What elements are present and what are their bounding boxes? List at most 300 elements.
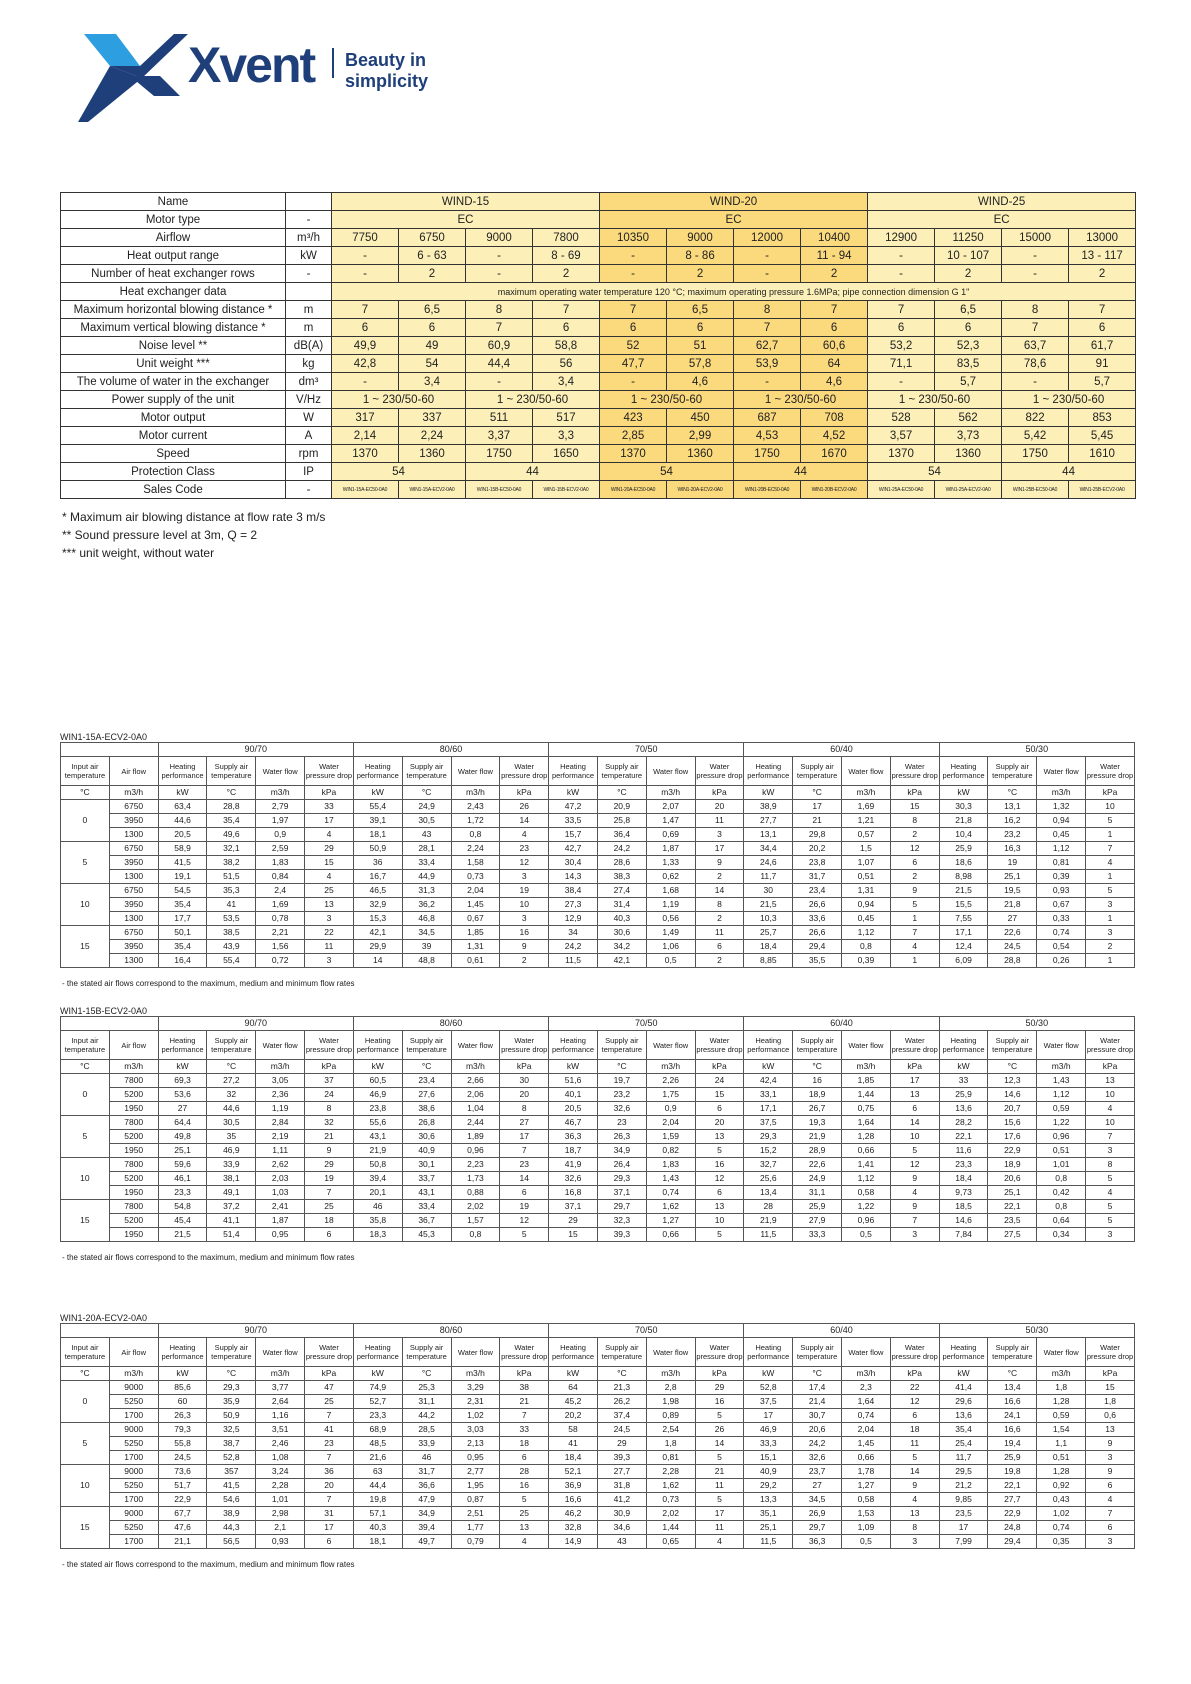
perf-cell: 49,8 [158,1130,207,1144]
perf-cell: 39 [402,940,451,954]
spec-value: 47,7 [600,355,667,373]
perf-cell: 1,83 [646,1158,695,1172]
perf-cell: 5 [695,1228,744,1242]
perf-row [61,1409,1135,1423]
spec-value: - [734,265,801,283]
perf-cell: 6 [890,1102,939,1116]
perf-cell: 22,9 [158,1493,207,1507]
spec-row [61,283,1136,301]
spec-value: 44,4 [466,355,533,373]
perf-cell: 4 [1086,1186,1135,1200]
perf-unit: kW [353,786,402,800]
spec-value: 6 [533,319,600,337]
perf-cell: 1,12 [842,1172,891,1186]
perf-row [61,1144,1135,1158]
perf-cell: 5 [500,1228,549,1242]
perf-cell: 19 [988,856,1037,870]
perf-row [61,828,1135,842]
spec-label: Maximum horizontal blowing distance * [61,301,286,319]
spec-name-header: Name [61,193,286,211]
perf-cell: 17,1 [744,1102,793,1116]
perf-cell: 29,4 [988,1535,1037,1549]
spec-value: WIN1-15A-ECV2-0A0 [399,481,466,499]
perf-cell: 35,5 [793,954,842,968]
perf-cell: 35,3 [207,884,256,898]
perf-cell: 25,4 [939,1437,988,1451]
perf-cell: 2,4 [256,884,305,898]
perf-cell: 54,6 [207,1493,256,1507]
perf-unit: °C [597,786,646,800]
perf-cell: 40,3 [353,1521,402,1535]
perf-cell: 33,4 [402,856,451,870]
perf-cell: 21 [695,1465,744,1479]
perf-cell: 27,7 [988,1493,1037,1507]
perf-unit: m3/h [256,786,305,800]
spec-value: - [1002,247,1069,265]
spec-unit: rpm [286,445,332,463]
perf-cell: 73,6 [158,1465,207,1479]
spec-value: 7800 [533,229,600,247]
perf-cell: 27,3 [549,898,598,912]
perf-cell: 39,4 [353,1172,402,1186]
model-header: WIND-20 [600,193,868,211]
spec-value: WIN1-20B-ECV2-0A0 [801,481,868,499]
spec-value: WIN1-15A-EC50-0A0 [332,481,399,499]
perf-cell: 23,4 [402,1074,451,1088]
perf-unit: kPa [890,1060,939,1074]
spec-value: - [868,373,935,391]
perf-cell: 21,4 [793,1395,842,1409]
perf-cell: 24 [695,1074,744,1088]
perf-sub-header: Water flow [646,1338,695,1367]
perf-input-temp: 10 [61,1465,110,1507]
perf-input-header: Input air temperature [61,1031,110,1060]
perf-cell: 7 [1086,842,1135,856]
perf-input-temp: 0 [61,1074,110,1116]
perf-cell: 1 [1086,870,1135,884]
logo-divider [332,48,334,78]
perf-cell: 1300 [109,912,158,926]
spec-unit: W [286,409,332,427]
perf-cell: 16,8 [549,1186,598,1200]
spec-value: 83,5 [935,355,1002,373]
perf-cell: 2,62 [256,1158,305,1172]
perf-cell: 36 [353,856,402,870]
perf-cell: 37,1 [597,1186,646,1200]
perf-sub-header: Heating performance [353,757,402,786]
perf-cell: 1,45 [451,898,500,912]
perf-cell: 0,84 [256,870,305,884]
perf-cell: 0,82 [646,1144,695,1158]
perf-cell: 0,9 [646,1102,695,1116]
perf-unit: °C [988,1060,1037,1074]
spec-label: The volume of water in the exchanger [61,373,286,391]
perf-cell: 33,4 [402,1200,451,1214]
spec-row [61,409,1136,427]
spec-value: 10400 [801,229,868,247]
perf-cell: 17,4 [793,1381,842,1395]
perf-unit: kPa [500,786,549,800]
perf-sub-header: Water pressure drop [1086,1338,1135,1367]
perf-input-temp: 10 [61,884,110,926]
perf-cell: 357 [207,1465,256,1479]
perf-cell: 22,6 [793,1158,842,1172]
perf-cell: 23,5 [988,1214,1037,1228]
perf-unit: m3/h [256,1367,305,1381]
perf-sub-header: Heating performance [744,1338,793,1367]
perf-cell: 44,2 [402,1409,451,1423]
perf-cell: 19,4 [988,1437,1037,1451]
perf-cell: 3 [1086,1228,1135,1242]
perf-cell: 20,2 [549,1409,598,1423]
spec-value: 450 [667,409,734,427]
perf-cell: 1,44 [842,1088,891,1102]
perf-cell: 20,6 [793,1423,842,1437]
perf-cell: 39,3 [597,1228,646,1242]
perf-cell: 24,2 [597,842,646,856]
perf-cell: 2 [695,912,744,926]
perf-cell: 29,7 [793,1521,842,1535]
perf-cell: 16,6 [549,1493,598,1507]
perf-cell: 50,9 [353,842,402,856]
perf-cell: 1,62 [646,1200,695,1214]
perf-cell: 0,74 [646,1186,695,1200]
perf-cell: 10 [1086,1088,1135,1102]
perf-unit: kPa [305,1060,354,1074]
perf-cell: 32,6 [793,1451,842,1465]
perf-cell: 0,79 [451,1535,500,1549]
perf-group-header: 90/70 [158,1017,353,1031]
spec-value: WIN1-20A-EC50-0A0 [600,481,667,499]
spec-value: 6750 [399,229,466,247]
perf-cell: 21,5 [939,884,988,898]
perf-cell: 1,89 [451,1130,500,1144]
perf-cell: 2,07 [646,800,695,814]
perf-cell: 29,2 [744,1479,793,1493]
perf-cell: 24,9 [402,800,451,814]
spec-value: 63,7 [1002,337,1069,355]
perf-cell: 27,5 [988,1228,1037,1242]
perf-sub-header: Supply air temperature [793,1031,842,1060]
perf-cell: 59,6 [158,1158,207,1172]
spec-value: WIN1-25B-ECV2-0A0 [1069,481,1136,499]
spec-value: 511 [466,409,533,427]
perf-unit: m3/h [842,1367,891,1381]
perf-cell: 27 [500,1116,549,1130]
perf-cell: 43,9 [207,940,256,954]
perf-cell: 1,28 [842,1130,891,1144]
perf-cell: 18 [890,1423,939,1437]
perf-unit: kPa [695,1060,744,1074]
perf-sub-header: Supply air temperature [207,757,256,786]
perf-cell: 6 [695,1186,744,1200]
perf-blank [61,1017,159,1031]
perf-cell: 23 [597,1116,646,1130]
perf-input-temp: 5 [61,1423,110,1465]
perf-cell: 1,95 [451,1479,500,1493]
perf-title-2: WIN1-15B-ECV2-0A0 [60,1006,148,1016]
perf-cell: 2,1 [256,1521,305,1535]
perf-input-header: Input air temperature [61,1338,110,1367]
spec-value: 2 [801,265,868,283]
perf-group-header: 60/40 [744,743,939,757]
perf-cell: 6 [695,1102,744,1116]
perf-sub-header: Heating performance [158,1338,207,1367]
spec-value: 1360 [399,445,466,463]
spec-value: 708 [801,409,868,427]
perf-cell: 20,1 [353,1186,402,1200]
perf-cell: 29 [305,842,354,856]
perf-cell: 3950 [109,814,158,828]
perf-cell: 23,4 [793,884,842,898]
perf-cell: 47 [305,1381,354,1395]
spec-value: 56 [533,355,600,373]
perf-cell: 9 [500,940,549,954]
perf-airflow-header: Air flow [109,757,158,786]
perf-cell: 0,35 [1037,1535,1086,1549]
perf-cell: 44,6 [207,1102,256,1116]
perf-cell: 3 [1086,1535,1135,1549]
perf-cell: 1,78 [842,1465,891,1479]
perf-cell: 25,9 [939,1088,988,1102]
spec-value: - [332,265,399,283]
perf-cell: 26 [695,1423,744,1437]
spec-row [61,355,1136,373]
spec-value: 517 [533,409,600,427]
perf-cell: 1,22 [1037,1116,1086,1130]
perf-unit: kW [158,1367,207,1381]
perf-cell: 38,1 [207,1172,256,1186]
perf-cell: 33,3 [793,1228,842,1242]
perf-cell: 16 [500,926,549,940]
perf-cell: 2,77 [451,1465,500,1479]
perf-cell: 16 [500,1479,549,1493]
perf-cell: 2,04 [646,1116,695,1130]
perf-cell: 9,85 [939,1493,988,1507]
perf-cell: 13,4 [988,1381,1037,1395]
perf-cell: 1,09 [842,1521,891,1535]
spec-unit: A [286,427,332,445]
perf-row [61,1186,1135,1200]
perf-cell: 20,5 [549,1102,598,1116]
perf-cell: 0,67 [1037,898,1086,912]
perf-cell: 0,5 [646,954,695,968]
perf-cell: 25 [305,1395,354,1409]
perf-cell: 15 [1086,1381,1135,1395]
perf-cell: 22,1 [939,1130,988,1144]
spec-label: Noise level ** [61,337,286,355]
perf-cell: 21,5 [158,1228,207,1242]
perf-cell: 31,7 [402,1465,451,1479]
perf-sub-header: Heating performance [549,1031,598,1060]
perf-cell: 29,3 [207,1381,256,1395]
perf-cell: 37,5 [744,1116,793,1130]
perf-sub-header: Water flow [1037,757,1086,786]
perf-unit: m3/h [109,786,158,800]
perf-cell: 0,39 [842,954,891,968]
perf-cell: 7,55 [939,912,988,926]
perf-cell: 5 [500,1493,549,1507]
perf-cell: 18 [500,1437,549,1451]
perf-cell: 2 [695,954,744,968]
perf-cell: 3,77 [256,1381,305,1395]
perf-group-header: 60/40 [744,1324,939,1338]
perf-cell: 41 [549,1437,598,1451]
perf-cell: 3,51 [256,1423,305,1437]
perf-cell: 18,6 [939,856,988,870]
perf-cell: 11 [890,1437,939,1451]
spec-value: - [332,373,399,391]
perf-cell: 1,03 [256,1186,305,1200]
spec-value: WIN1-25A-ECV2-0A0 [935,481,1002,499]
perf-cell: 28,9 [793,1144,842,1158]
perf-cell: 0,92 [1037,1479,1086,1493]
perf-unit: kPa [890,1367,939,1381]
perf-cell: 23,8 [353,1102,402,1116]
perf-cell: 24,9 [793,1172,842,1186]
spec-label: Maximum vertical blowing distance * [61,319,286,337]
spec-value: 562 [935,409,1002,427]
spec-label: Heat output range [61,247,286,265]
perf-input-temp: 15 [61,1200,110,1242]
perf-cell: 3950 [109,898,158,912]
perf-cell: 1,33 [646,856,695,870]
perf-cell: 5 [1086,1172,1135,1186]
perf-cell: 50,1 [158,926,207,940]
perf-cell: 0,59 [1037,1409,1086,1423]
spec-value: 62,7 [734,337,801,355]
perf-cell: 11,7 [939,1451,988,1465]
perf-cell: 2,84 [256,1116,305,1130]
spec-unit: IP [286,463,332,481]
spec-label: Airflow [61,229,286,247]
perf-cell: 13,1 [744,828,793,842]
perf-cell: 0,51 [842,870,891,884]
perf-cell: 2,3 [842,1381,891,1395]
perf-unit: °C [402,1367,451,1381]
spec-value: 7 [600,301,667,319]
perf-cell: 43,1 [353,1130,402,1144]
perf-cell: 0,95 [256,1228,305,1242]
perf-cell: 6 [890,1409,939,1423]
perf-sub-header: Supply air temperature [402,1338,451,1367]
perf-cell: 27,2 [207,1074,256,1088]
spec-value: 1370 [868,445,935,463]
perf-cell: 6 [1086,1479,1135,1493]
perf-cell: 1700 [109,1535,158,1549]
perf-cell: 32 [207,1088,256,1102]
spec-value: 6 [801,319,868,337]
perf-cell: 0,87 [451,1493,500,1507]
spec-label: Motor current [61,427,286,445]
perf-sub-header: Water flow [451,757,500,786]
perf-cell: 15 [890,800,939,814]
perf-cell: 13,3 [744,1493,793,1507]
perf-cell: 47,6 [158,1521,207,1535]
perf-sub-header: Water flow [842,757,891,786]
perf-cell: 0,45 [1037,828,1086,842]
perf-sub-header: Heating performance [744,1031,793,1060]
perf-cell: 43,1 [402,1186,451,1200]
spec-row [61,391,1136,409]
spec-value: 2 [1069,265,1136,283]
perf-cell: 33,5 [549,814,598,828]
perf-unit: kPa [305,786,354,800]
perf-cell: 35,4 [939,1423,988,1437]
perf-cell: 2,98 [256,1507,305,1521]
perf-unit: m3/h [842,1060,891,1074]
perf-cell: 28,5 [402,1423,451,1437]
spec-value: 4,53 [734,427,801,445]
perf-sub-header: Water pressure drop [305,1338,354,1367]
spec-value: - [734,373,801,391]
perf-cell: 0,43 [1037,1493,1086,1507]
perf-row [61,926,1135,940]
perf-cell: 4 [1086,856,1135,870]
spec-value: 49 [399,337,466,355]
perf-cell: 1,07 [842,856,891,870]
perf-cell: 14 [695,1437,744,1451]
perf-cell: 12 [890,1158,939,1172]
perf-input-temp: 5 [61,842,110,884]
perf-cell: 15,7 [549,828,598,842]
perf-cell: 3 [1086,1451,1135,1465]
spec-value: 1 ~ 230/50-60 [734,391,868,409]
perf-row [61,1423,1135,1437]
perf-unit: m3/h [646,1367,695,1381]
perf-cell: 55,4 [353,800,402,814]
perf-cell: 1,01 [256,1493,305,1507]
perf-cell: 0,96 [1037,1130,1086,1144]
spec-unit: m³/h [286,229,332,247]
perf-cell: 2,41 [256,1200,305,1214]
perf-row [61,1088,1135,1102]
perf-cell: 5 [1086,1214,1135,1228]
spec-value: 44 [1002,463,1136,481]
perf-cell: 4 [1086,1493,1135,1507]
perf-cell: 20,9 [597,800,646,814]
perf-cell: 4 [305,828,354,842]
perf-cell: 10 [890,1130,939,1144]
perf-cell: 56,5 [207,1535,256,1549]
perf-cell: 7800 [109,1074,158,1088]
spec-value: WIN1-20B-EC50-0A0 [734,481,801,499]
perf-sub-header: Supply air temperature [988,757,1037,786]
perf-cell: 7,99 [939,1535,988,1549]
perf-cell: 36,4 [597,828,646,842]
spec-value: 8 - 86 [667,247,734,265]
perf-cell: 14 [353,954,402,968]
perf-cell: 54,8 [158,1200,207,1214]
perf-cell: 9 [890,884,939,898]
perf-cell: 38,9 [744,800,793,814]
perf-cell: 0,69 [646,828,695,842]
perf-cell: 60 [158,1395,207,1409]
perf-cell: 1,87 [646,842,695,856]
perf-sub-header: Supply air temperature [402,757,451,786]
perf-unit: °C [402,786,451,800]
perf-cell: 45,3 [402,1228,451,1242]
perf-cell: 50,8 [353,1158,402,1172]
perf-sub-header: Supply air temperature [597,1031,646,1060]
perf-cell: 1,72 [451,814,500,828]
perf-cell: 1,85 [842,1074,891,1088]
perf-cell: 32,6 [549,1172,598,1186]
spec-label: Heat exchanger data [61,283,286,301]
spec-value: 11 - 94 [801,247,868,265]
perf-cell: 26,3 [597,1130,646,1144]
spec-label: Speed [61,445,286,463]
